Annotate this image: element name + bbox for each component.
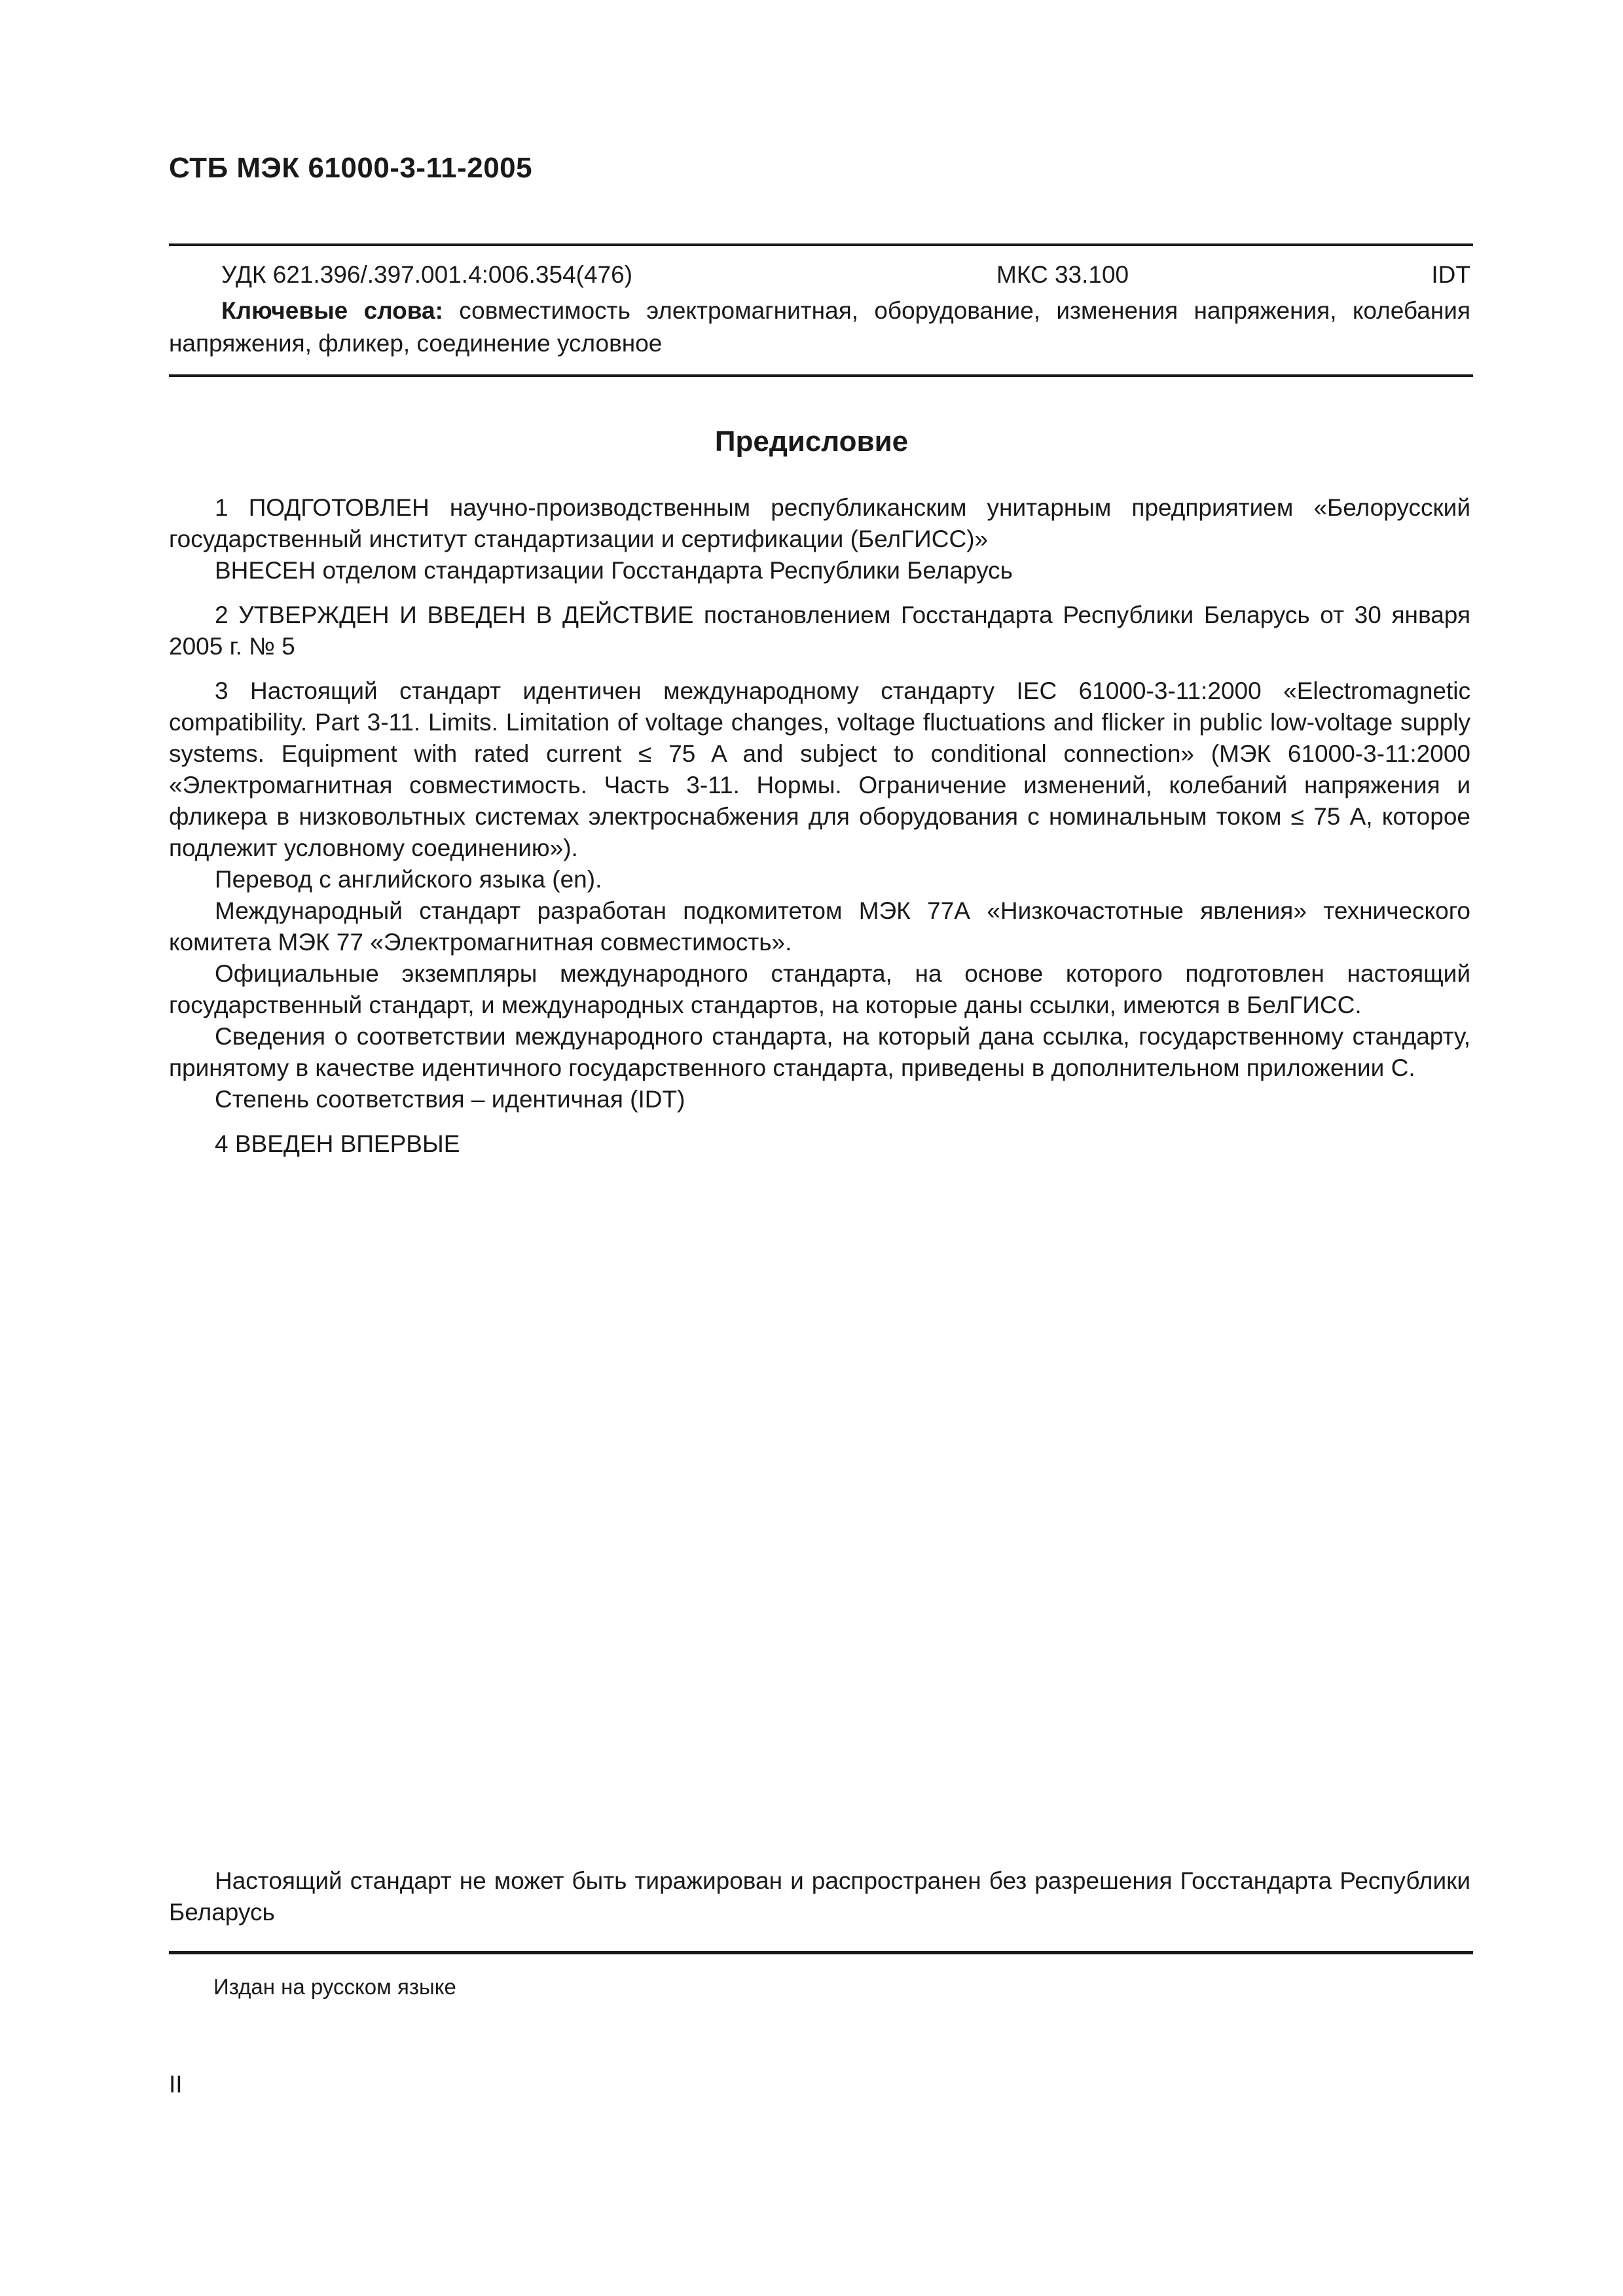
udk-code: УДК 621.396/.397.001.4:006.354(476) [221, 261, 633, 288]
foreword-paragraph-approved: 2 УТВЕРЖДЕН И ВВЕДЕН В ДЕЙСТВИЕ постановлением Госстандарта Республики Беларусь от 30 января 2005 г. № 5 [169, 601, 1470, 660]
foreword-body [169, 492, 1470, 1160]
foreword-paragraph-translation: Перевод с английского языка (en). [215, 866, 602, 893]
keywords-block [169, 295, 1470, 360]
bottom-divider [169, 1951, 1473, 1954]
document-header-code: СТБ МЭК 61000-3-11-2005 [169, 152, 533, 184]
middle-divider [169, 374, 1473, 377]
published-language: Издан на русском языке [213, 1975, 456, 1999]
foreword-paragraph-prepared: 1 ПОДГОТОВЛЕН научно-производственным республиканским унитарным предприятием «Белорусский государственный институт стандартизации и сертификации (БелГИСС)» [169, 494, 1470, 552]
foreword-paragraph-official-copies: Официальные экземпляры международного стандарта, на основе которого подготовлен настоящий государственный стандарт, и международных стандартов, на которые даны ссылки, имеются в БелГИСС. [169, 960, 1470, 1018]
idt-code: IDT [1431, 261, 1470, 288]
foreword-paragraph-degree: Степень соответствия – идентичная (IDT) [215, 1086, 685, 1113]
keywords-text: совместимость электромагнитная, оборудование, изменения напряжения, колебания напряжения, фликер, соединение условное [169, 297, 1470, 357]
foreword-title: Предисловие [714, 425, 909, 457]
foreword-paragraph-first-introduced: 4 ВВЕДЕН ВПЕРВЫЕ [215, 1130, 460, 1157]
foreword-paragraph-developed: Международный стандарт разработан подкомитетом МЭК 77А «Низкочастотные явления» технического комитета МЭК 77 «Электромагнитная совместимость». [169, 897, 1470, 956]
keywords-label: Ключевые слова: [221, 297, 443, 324]
page-number: II [169, 2071, 183, 2098]
foreword-paragraph-identical: 3 Настоящий стандарт идентичен международному стандарту IEC 61000-3-11:2000 «Electromagnetic compatibility. Part 3-11. Limits. Limitation of voltage changes, voltage fluctuations and flicker in public low-voltage supply systems. Equipment with rated current ≤ 75 A and subject to conditional connection» (МЭК 61000-3-11:2000 «Электромагнитная совместимость. Часть 3-11. Нормы. Ограничение изменений, колебаний напряжения и фликера в низковольтных системах электроснабжения для оборудования с номинальным током ≤ 75 А, которое подлежит условному соединению»). [169, 677, 1470, 861]
foreword-paragraph-introduced: ВНЕСЕН отделом стандартизации Госстандарта Республики Беларусь [215, 557, 1013, 584]
mks-code: МКС 33.100 [996, 261, 1129, 288]
foreword-paragraph-conformity-info: Сведения о соответствии международного стандарта, на который дана ссылка, государственному стандарту, принятому в качестве идентичного государственного стандарта, приведены в дополнительном приложении С. [169, 1023, 1470, 1081]
copyright-notice: Настоящий стандарт не может быть тиражирован и распространен без разрешения Госстандарта Республики Беларусь [169, 1867, 1470, 1926]
top-divider [169, 243, 1473, 246]
